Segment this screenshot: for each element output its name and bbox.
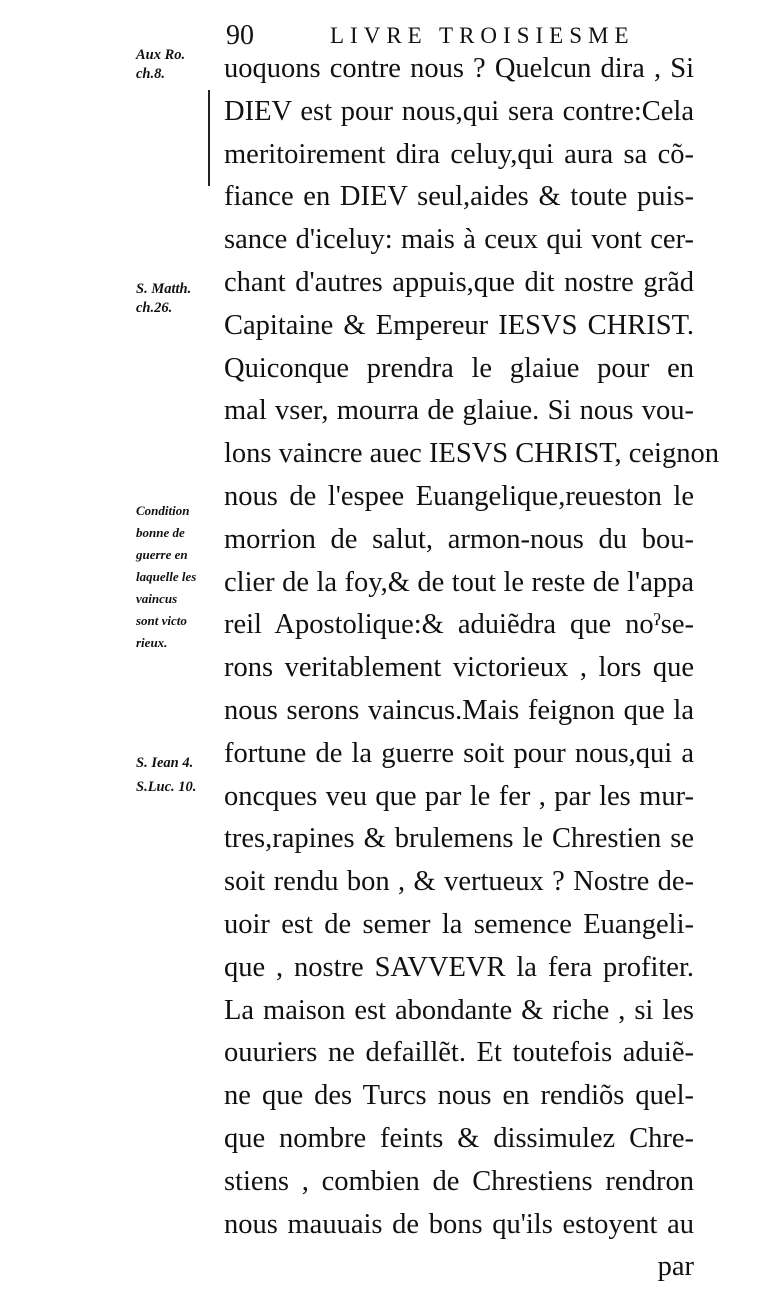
margin-note-line: Condition xyxy=(136,503,190,518)
text-line: rons veritablement victorieux , lors que xyxy=(224,652,694,684)
text-line: que , nostre SAVVEVR la fera profiter. xyxy=(224,951,694,983)
running-head-title: LIVRE TROISIESME xyxy=(330,23,635,48)
text-line: que nombre feints & dissimulez Chre- xyxy=(224,1122,694,1154)
text-line: soit rendu bon , & vertueux ? Nostre de- xyxy=(224,866,694,898)
text-line: La maison est abondante & riche , si les xyxy=(224,994,694,1026)
text-line: lons vaincre auec IESVS CHRIST, ceignon xyxy=(224,438,719,470)
text-line: oncques veu que par le fer , par les mur- xyxy=(224,780,694,812)
margin-note-line: ch.8. xyxy=(136,66,165,82)
margin-note-line: Aux Ro. xyxy=(136,47,186,63)
margin-note-john xyxy=(136,754,226,773)
text-line: ouuriers ne defaillẽt. Et toutefois aduiẽ- xyxy=(224,1037,694,1069)
text-line: nous serons vaincus.Mais feignon que la xyxy=(224,694,694,726)
text-line: fiance en DIEV seul,aides & toute puis- xyxy=(224,181,694,213)
page-number: 90 xyxy=(226,20,254,51)
body-text xyxy=(224,48,719,1289)
text-line: DIEV est pour nous,qui sera contre:Cela xyxy=(224,95,694,127)
margin-note-line: S. Matth. xyxy=(136,281,192,297)
margin-note-line: ch.26. xyxy=(136,300,173,316)
margin-note-line: bonne de xyxy=(136,525,185,540)
margin-note-line: S. Iean 4. xyxy=(136,755,194,771)
margin-note-line: laquelle les xyxy=(136,569,197,584)
text-line: nous mauuais de bons qu'ils estoyent au xyxy=(224,1208,694,1240)
margin-note-line: guerre en xyxy=(136,547,188,562)
margin-note-line: sont victo xyxy=(136,613,187,628)
margin-bracket xyxy=(208,90,218,186)
text-line: stiens , combien de Chrestiens rendron xyxy=(224,1165,694,1197)
margin-note-romans xyxy=(136,46,226,84)
margin-note-line: vaincus xyxy=(136,591,178,606)
text-line: clier de la foy,& de tout le reste de l'appa xyxy=(224,566,694,598)
text-line: Quiconque prendra le glaiue pour en xyxy=(224,352,694,384)
text-line: mal vser, mourra de glaiue. Si nous vou- xyxy=(224,395,694,427)
margin-note-line: rieux. xyxy=(136,635,168,650)
text-line: fortune de la guerre soit pour nous,qui a xyxy=(224,737,694,769)
text-line: uoir est de semer la semence Euangeli- xyxy=(224,908,694,940)
text-line: Capitaine & Empereur IESVS CHRIST. xyxy=(224,309,694,341)
margin-note-luke xyxy=(136,778,226,797)
text-line: sance d'iceluy: mais à ceux qui vont cer- xyxy=(224,224,694,256)
text-line: nous de l'espee Euangelique,reueston le xyxy=(224,480,694,512)
margin-note-line: S.Luc. 10. xyxy=(136,779,197,795)
text-line: meritoirement dira celuy,qui aura sa cõ- xyxy=(224,138,694,170)
text-line: morrion de salut, armon-nous du bou- xyxy=(224,523,694,555)
text-line: chant d'autres appuis,que dit nostre grãd xyxy=(224,266,694,298)
margin-note-condition xyxy=(136,500,226,654)
catchword: par xyxy=(657,1251,694,1283)
margin-note-matthew xyxy=(136,280,226,318)
text-line: uoquons contre nous ? Quelcun dira , Si xyxy=(224,53,694,84)
text-line: ne que des Turcs nous en rendiõs quel- xyxy=(224,1080,694,1112)
text-line: tres,rapines & brulemens le Chrestien se xyxy=(224,823,694,855)
text-line: reil Apostolique:& aduiẽdra que noˀse- xyxy=(224,609,694,641)
